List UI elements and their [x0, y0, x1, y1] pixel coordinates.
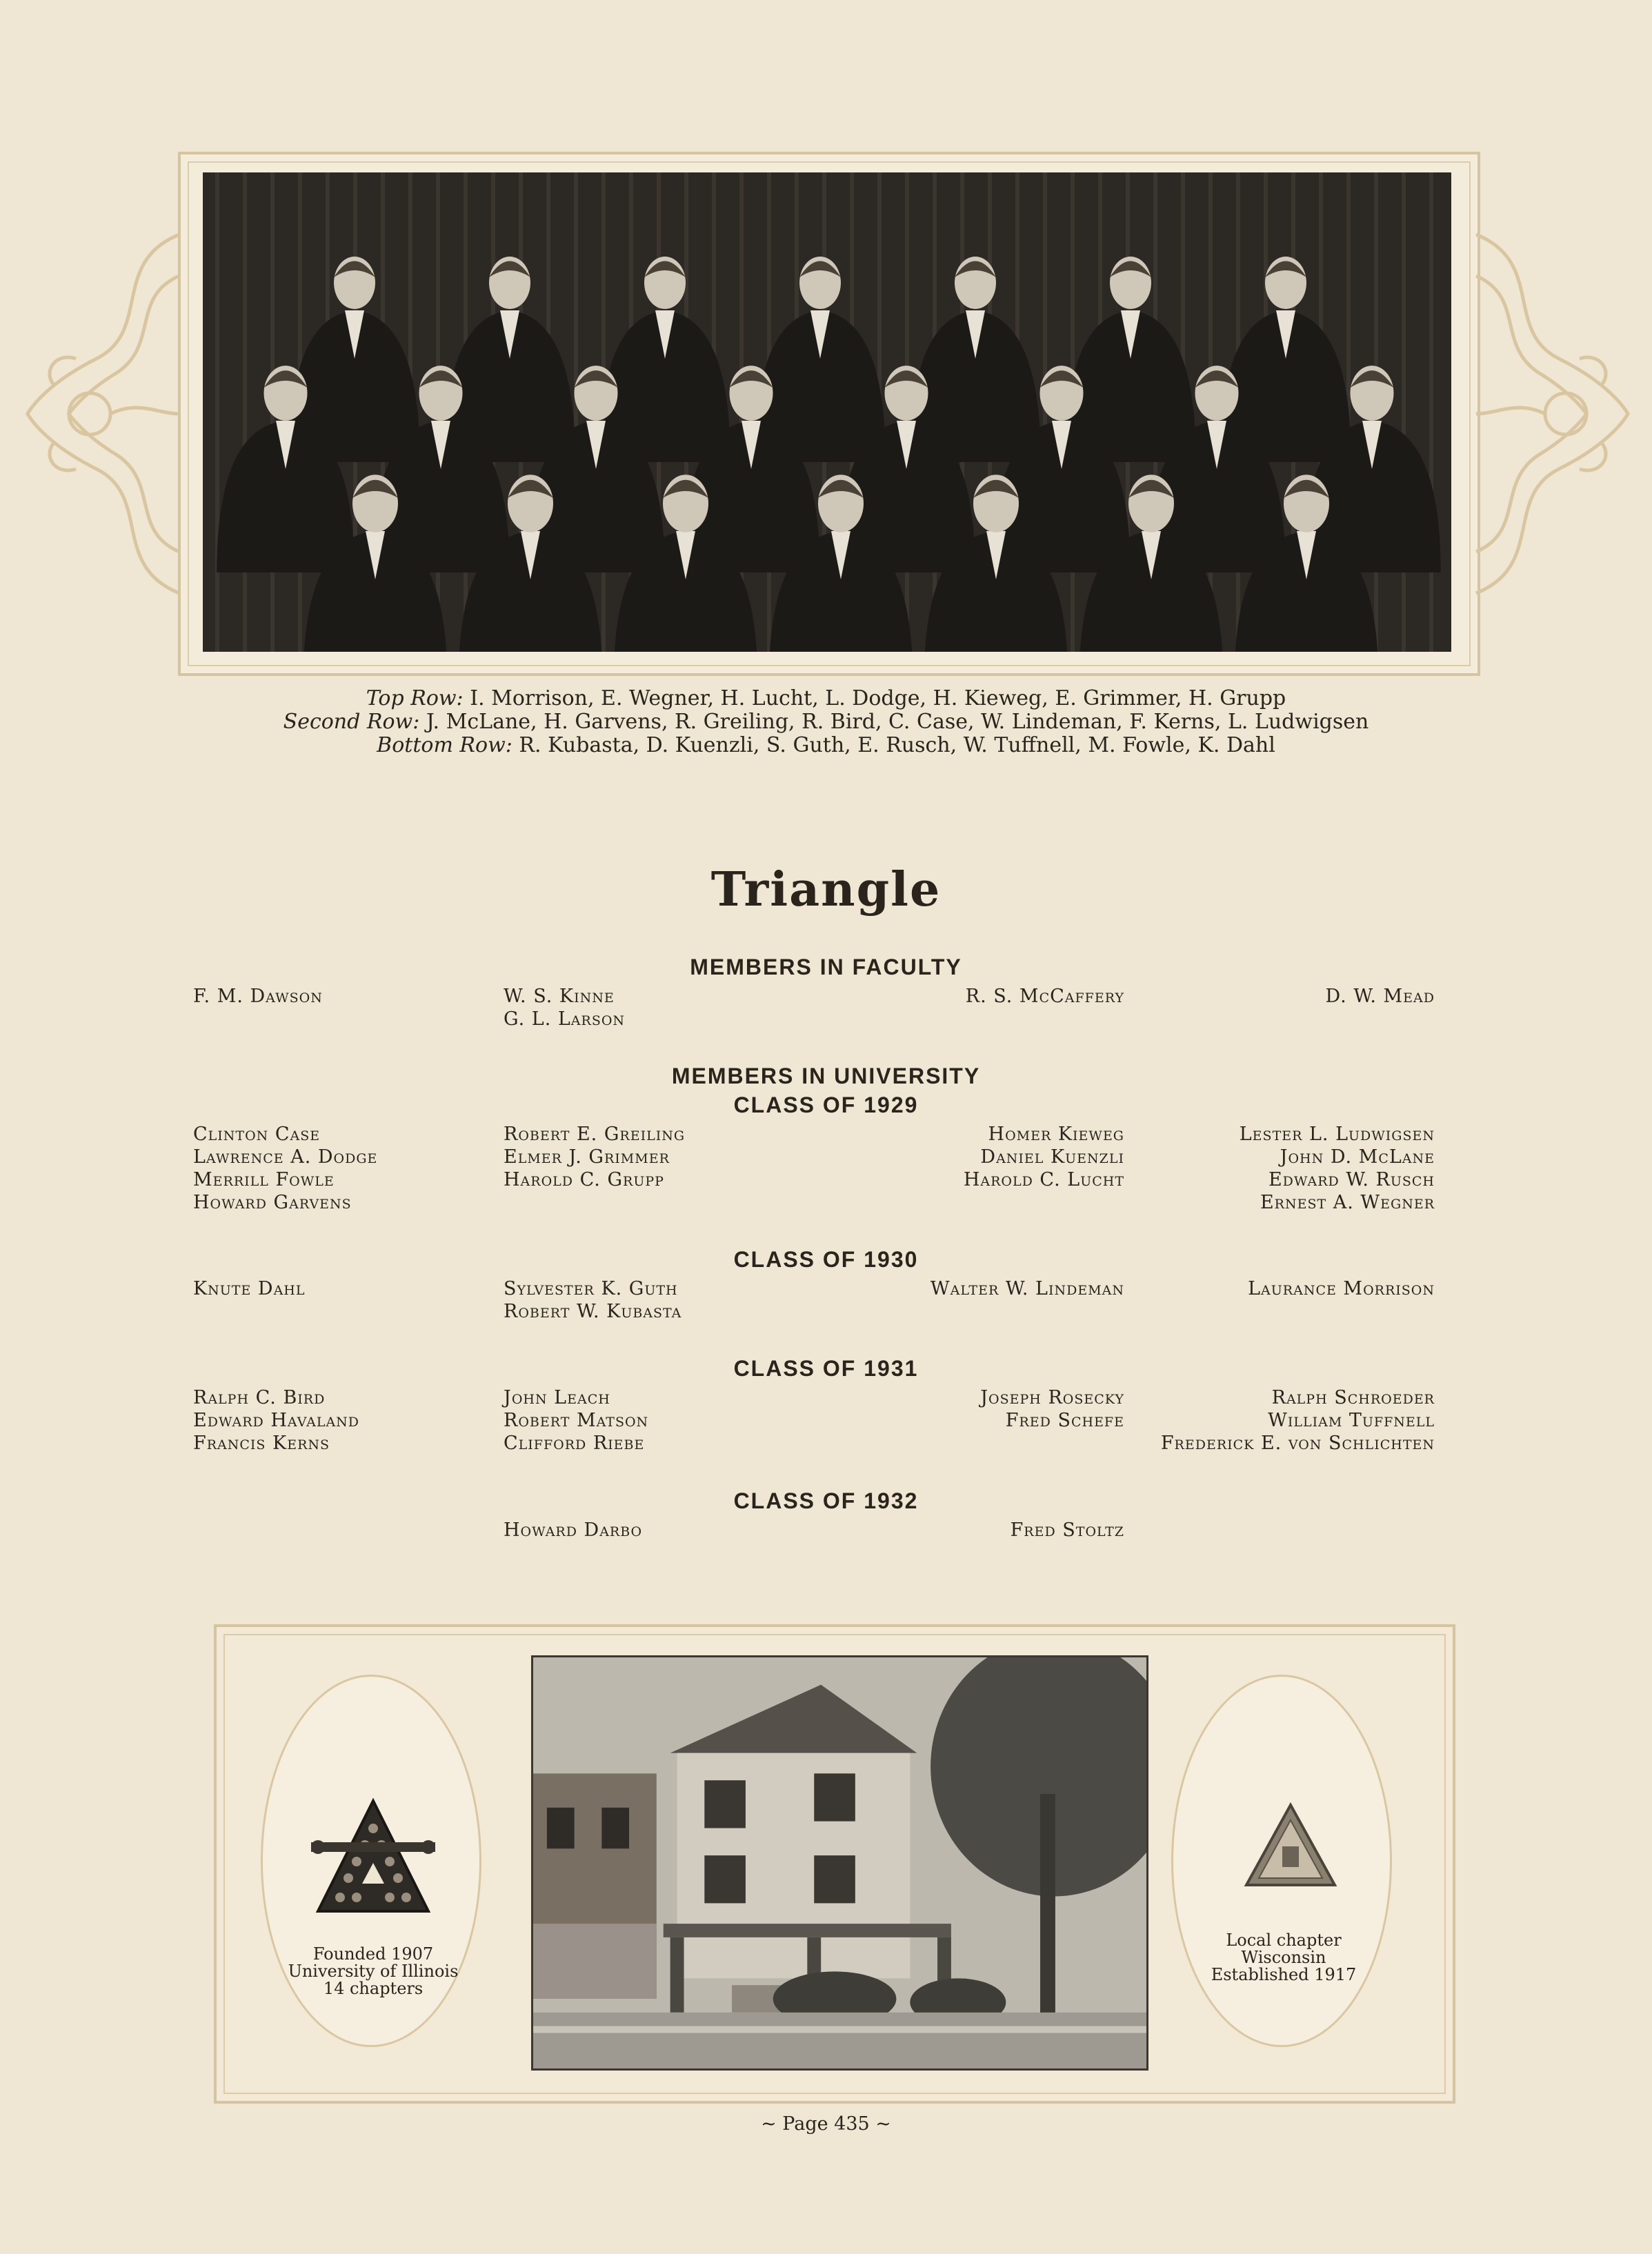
class-1929-col2 — [504, 1123, 685, 1191]
member-name: Howard Garvens — [193, 1192, 352, 1213]
triangle-badge-icon — [311, 1794, 435, 1918]
class-1931-heading: CLASS OF 1931 — [733, 1356, 919, 1381]
member-name: Harold C. Lucht — [963, 1169, 1124, 1190]
member-name: F. M. Dawson — [193, 986, 323, 1007]
member-name: Ralph Schroeder — [1271, 1387, 1435, 1408]
local-chapter-note: Local chapter Wisconsin Established 1917 — [1211, 1931, 1357, 1984]
member-name: William Tuffnell — [1268, 1410, 1435, 1431]
member-name: John Leach — [504, 1387, 610, 1408]
group-photo — [203, 172, 1451, 652]
class-1929-col1 — [193, 1123, 377, 1214]
faculty-col2 — [504, 985, 625, 1030]
faculty-col3 — [966, 985, 1124, 1008]
left-ornament — [14, 221, 186, 607]
member-name: D. W. Mead — [1325, 986, 1435, 1007]
university-heading: MEMBERS IN UNIVERSITY — [671, 1064, 981, 1088]
founding-note: Founded 1907 University of Illinois 14 chapters — [288, 1944, 459, 1998]
class-1930-col2 — [504, 1277, 681, 1323]
caption-second-row: Second Row: J. McLane, H. Garvens, R. Greiling, R. Bird, C. Case, W. Lindeman, F. Kerns, L. Ludwigsen — [283, 710, 1369, 734]
member-name: John D. McLane — [1280, 1146, 1435, 1168]
member-name: Robert W. Kubasta — [504, 1301, 682, 1322]
class-1932-col2 — [504, 1519, 642, 1542]
member-name: Lawrence A. Dodge — [193, 1146, 378, 1168]
member-name: G. L. Larson — [504, 1008, 626, 1030]
member-name: Francis Kerns — [193, 1433, 330, 1454]
member-name: Ralph C. Bird — [193, 1387, 326, 1408]
member-name: Howard Darbo — [504, 1519, 643, 1541]
member-name: Sylvester K. Guth — [504, 1278, 678, 1299]
member-name: Merrill Fowle — [193, 1169, 335, 1190]
class-1931-col4 — [1161, 1386, 1435, 1455]
founding-oval — [261, 1675, 481, 2047]
member-name: Robert E. Greiling — [504, 1124, 686, 1145]
member-name: Fred Stoltz — [1010, 1519, 1124, 1541]
class-1931-col2 — [504, 1386, 648, 1455]
member-name: Elmer J. Grimmer — [504, 1146, 670, 1168]
member-name: Homer Kieweg — [988, 1124, 1124, 1145]
member-name: Robert Matson — [504, 1410, 649, 1431]
class-1929-col4 — [1240, 1123, 1435, 1214]
member-name: Daniel Kuenzli — [980, 1146, 1124, 1168]
page-number: ~ Page 435 ~ — [761, 2113, 891, 2135]
member-name: Ernest A. Wegner — [1260, 1192, 1435, 1213]
member-name: Clinton Case — [193, 1124, 321, 1145]
class-1931-col3 — [980, 1386, 1124, 1432]
triangle-pin-icon — [1242, 1801, 1339, 1891]
member-name: Knute Dahl — [193, 1278, 306, 1299]
member-name: Lester L. Ludwigsen — [1239, 1124, 1435, 1145]
member-name: Laurance Morrison — [1248, 1278, 1435, 1299]
class-1930-heading: CLASS OF 1930 — [733, 1247, 919, 1272]
member-name: Harold C. Grupp — [504, 1169, 664, 1190]
right-ornament — [1469, 221, 1642, 607]
member-name: Frederick E. von Schlichten — [1160, 1433, 1435, 1454]
member-name: Edward Havaland — [193, 1410, 360, 1431]
class-1929-col3 — [964, 1123, 1124, 1191]
page-title: Triangle — [710, 862, 942, 917]
class-1931-col1 — [193, 1386, 359, 1455]
member-name: Fred Schefe — [1005, 1410, 1124, 1431]
member-name: Walter W. Lindeman — [930, 1278, 1124, 1299]
member-name: Clifford Riebe — [504, 1433, 645, 1454]
class-1929-heading: CLASS OF 1929 — [733, 1093, 919, 1117]
class-1932-heading: CLASS OF 1932 — [733, 1488, 919, 1513]
member-name: Joseph Rosecky — [980, 1387, 1124, 1408]
faculty-col1 — [193, 985, 323, 1008]
class-1932-col3 — [1011, 1519, 1124, 1542]
class-1930-col3 — [931, 1277, 1124, 1300]
class-1930-col1 — [193, 1277, 306, 1300]
member-name: R. S. McCaffery — [965, 986, 1124, 1007]
faculty-heading: MEMBERS IN FACULTY — [690, 955, 962, 979]
member-name: W. S. Kinne — [504, 986, 615, 1007]
faculty-col4 — [1325, 985, 1435, 1008]
caption-bottom-row: Bottom Row: R. Kubasta, D. Kuenzli, S. Guth, E. Rusch, W. Tuffnell, M. Fowle, K. Dahl — [377, 733, 1275, 757]
caption-top-row: Top Row: I. Morrison, E. Wegner, H. Lucht, L. Dodge, H. Kieweg, E. Grimmer, H. Grupp — [366, 686, 1286, 710]
local-chapter-oval — [1171, 1675, 1392, 2047]
member-name: Edward W. Rusch — [1268, 1169, 1435, 1190]
chapter-house-photo — [531, 1655, 1148, 2071]
class-1930-col4 — [1248, 1277, 1435, 1300]
